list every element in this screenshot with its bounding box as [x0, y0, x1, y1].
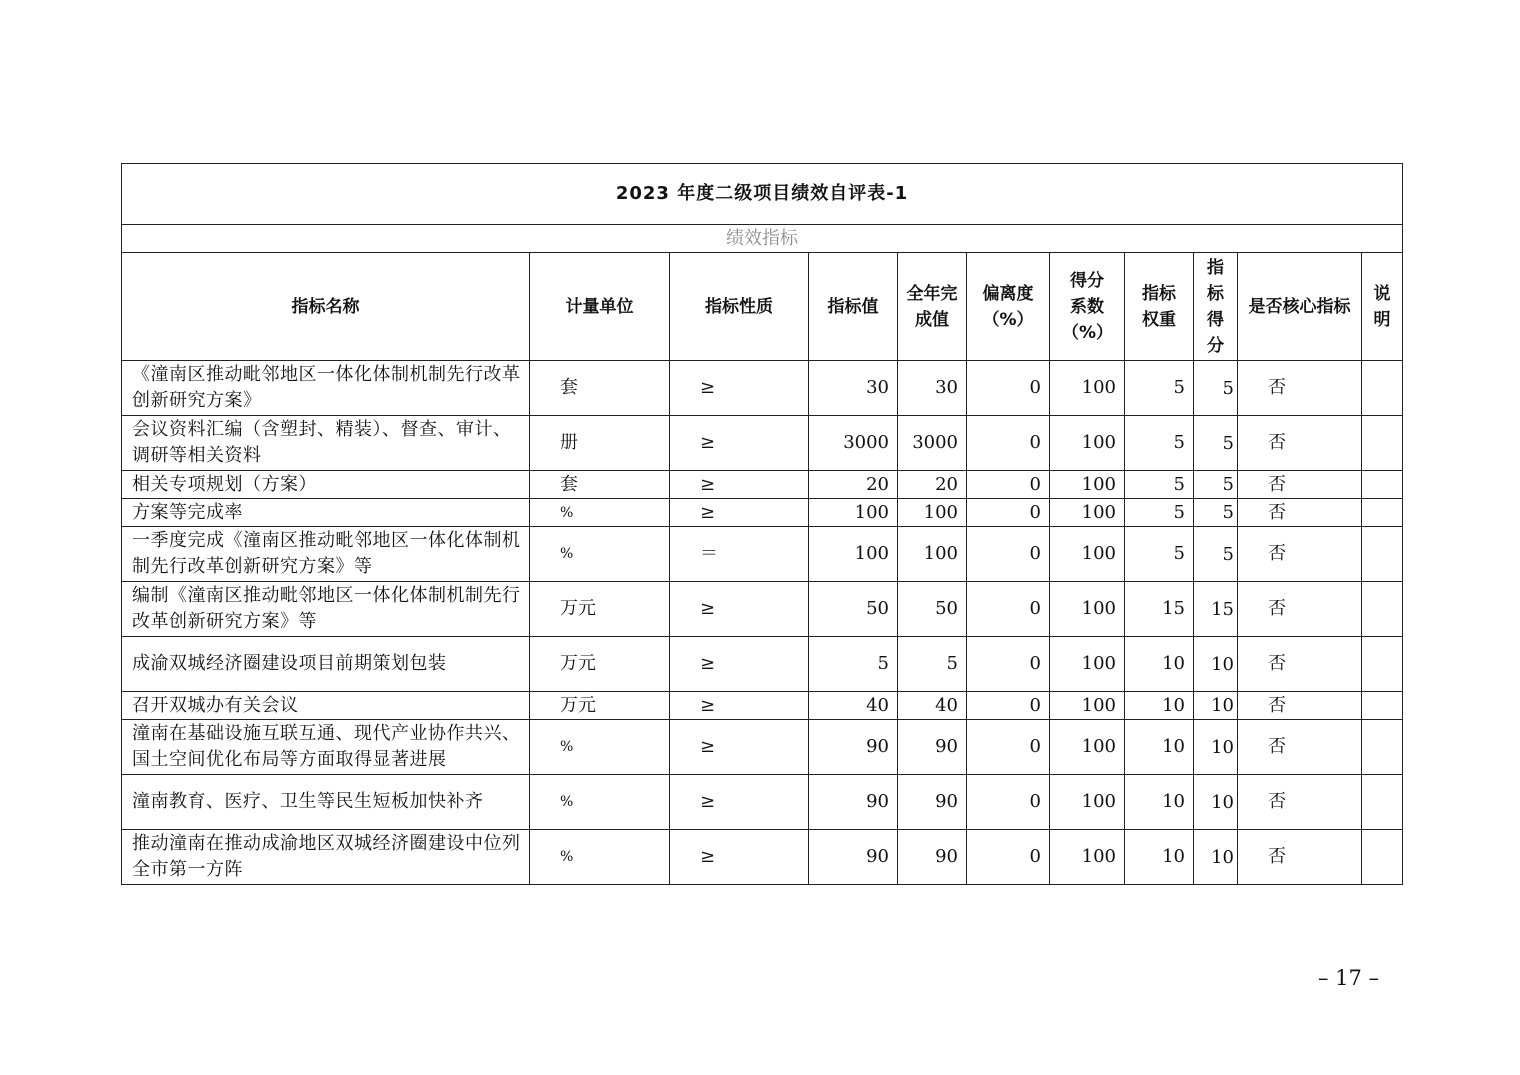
nature-cell: ≥	[670, 830, 809, 885]
header-coef: 得分系数（%）	[1050, 253, 1125, 361]
value-cell: 90	[809, 830, 898, 885]
indicator-name-cell: 方案等完成率	[122, 499, 530, 527]
score-cell: 5	[1194, 471, 1238, 499]
score-cell: 5	[1194, 527, 1238, 582]
core-cell: 否	[1238, 637, 1362, 692]
header-actual: 全年完成值	[898, 253, 967, 361]
value-cell: 30	[809, 361, 898, 416]
weight-cell: 10	[1125, 637, 1194, 692]
core-cell: 否	[1238, 527, 1362, 582]
header-deviation: 偏离度（%）	[967, 253, 1050, 361]
value-cell: 3000	[809, 416, 898, 471]
note-cell	[1362, 637, 1403, 692]
deviation-cell: 0	[967, 471, 1050, 499]
value-cell: 5	[809, 637, 898, 692]
performance-table	[121, 163, 1403, 885]
nature-cell: ≥	[670, 775, 809, 830]
header-score: 指标得分	[1194, 253, 1238, 361]
actual-cell: 90	[898, 775, 967, 830]
table-title: 2023 年度二级项目绩效自评表-1	[122, 164, 1403, 225]
deviation-cell: 0	[967, 582, 1050, 637]
unit-cell: %	[530, 720, 670, 775]
table-row	[122, 527, 1403, 582]
unit-cell: 套	[530, 361, 670, 416]
actual-cell: 50	[898, 582, 967, 637]
nature-cell: ＝	[670, 527, 809, 582]
weight-cell: 15	[1125, 582, 1194, 637]
value-cell: 90	[809, 775, 898, 830]
value-cell: 40	[809, 692, 898, 720]
deviation-cell: 0	[967, 499, 1050, 527]
unit-cell: 册	[530, 416, 670, 471]
table-row	[122, 830, 1403, 885]
table-row	[122, 361, 1403, 416]
indicator-name-cell: 推动潼南在推动成渝地区双城经济圈建设中位列全市第一方阵	[122, 830, 530, 885]
indicator-name-cell: 成渝双城经济圈建设项目前期策划包装	[122, 637, 530, 692]
table-row	[122, 499, 1403, 527]
nature-cell: ≥	[670, 582, 809, 637]
score-cell: 10	[1194, 830, 1238, 885]
nature-cell: ≥	[670, 692, 809, 720]
actual-cell: 3000	[898, 416, 967, 471]
unit-cell: 万元	[530, 637, 670, 692]
coef-cell: 100	[1050, 527, 1125, 582]
coef-cell: 100	[1050, 637, 1125, 692]
actual-cell: 5	[898, 637, 967, 692]
header-value: 指标值	[809, 253, 898, 361]
coef-cell: 100	[1050, 499, 1125, 527]
score-cell: 15	[1194, 582, 1238, 637]
coef-cell: 100	[1050, 361, 1125, 416]
deviation-cell: 0	[967, 692, 1050, 720]
indicator-name-cell: 《潼南区推动毗邻地区一体化体制机制先行改革创新研究方案》	[122, 361, 530, 416]
unit-cell: 万元	[530, 582, 670, 637]
indicator-name-cell: 相关专项规划（方案）	[122, 471, 530, 499]
note-cell	[1362, 830, 1403, 885]
score-cell: 10	[1194, 637, 1238, 692]
nature-cell: ≥	[670, 361, 809, 416]
actual-cell: 40	[898, 692, 967, 720]
note-cell	[1362, 720, 1403, 775]
indicator-name-cell: 一季度完成《潼南区推动毗邻地区一体化体制机制先行改革创新研究方案》等	[122, 527, 530, 582]
deviation-cell: 0	[967, 527, 1050, 582]
coef-cell: 100	[1050, 471, 1125, 499]
unit-cell: 万元	[530, 692, 670, 720]
actual-cell: 90	[898, 830, 967, 885]
coef-cell: 100	[1050, 830, 1125, 885]
weight-cell: 10	[1125, 692, 1194, 720]
unit-cell: %	[530, 830, 670, 885]
actual-cell: 30	[898, 361, 967, 416]
actual-cell: 20	[898, 471, 967, 499]
value-cell: 20	[809, 471, 898, 499]
indicator-name-cell: 召开双城办有关会议	[122, 692, 530, 720]
core-cell: 否	[1238, 692, 1362, 720]
note-cell	[1362, 527, 1403, 582]
actual-cell: 100	[898, 499, 967, 527]
weight-cell: 10	[1125, 830, 1194, 885]
nature-cell: ≥	[670, 720, 809, 775]
deviation-cell: 0	[967, 775, 1050, 830]
indicator-name-cell: 编制《潼南区推动毗邻地区一体化体制机制先行改革创新研究方案》等	[122, 582, 530, 637]
header-note: 说明	[1362, 253, 1403, 361]
unit-cell: %	[530, 527, 670, 582]
section-label: 绩效指标	[122, 225, 1403, 253]
header-core: 是否核心指标	[1238, 253, 1362, 361]
value-cell: 50	[809, 582, 898, 637]
weight-cell: 5	[1125, 416, 1194, 471]
weight-cell: 5	[1125, 527, 1194, 582]
deviation-cell: 0	[967, 830, 1050, 885]
weight-cell: 5	[1125, 471, 1194, 499]
table-row	[122, 637, 1403, 692]
note-cell	[1362, 582, 1403, 637]
coef-cell: 100	[1050, 775, 1125, 830]
score-cell: 10	[1194, 692, 1238, 720]
table-row	[122, 692, 1403, 720]
core-cell: 否	[1238, 361, 1362, 416]
deviation-cell: 0	[967, 416, 1050, 471]
note-cell	[1362, 471, 1403, 499]
score-cell: 10	[1194, 720, 1238, 775]
note-cell	[1362, 775, 1403, 830]
coef-cell: 100	[1050, 720, 1125, 775]
header-unit: 计量单位	[530, 253, 670, 361]
page-number: – 17 –	[1318, 966, 1380, 990]
header-name: 指标名称	[122, 253, 530, 361]
core-cell: 否	[1238, 775, 1362, 830]
score-cell: 10	[1194, 775, 1238, 830]
core-cell: 否	[1238, 720, 1362, 775]
deviation-cell: 0	[967, 720, 1050, 775]
indicator-name-cell: 潼南在基础设施互联互通、现代产业协作共兴、国土空间优化布局等方面取得显著进展	[122, 720, 530, 775]
note-cell	[1362, 692, 1403, 720]
core-cell: 否	[1238, 830, 1362, 885]
coef-cell: 100	[1050, 692, 1125, 720]
header-nature: 指标性质	[670, 253, 809, 361]
score-cell: 5	[1194, 416, 1238, 471]
score-cell: 5	[1194, 499, 1238, 527]
nature-cell: ≥	[670, 471, 809, 499]
table-row	[122, 775, 1403, 830]
note-cell	[1362, 416, 1403, 471]
value-cell: 100	[809, 499, 898, 527]
deviation-cell: 0	[967, 637, 1050, 692]
core-cell: 否	[1238, 471, 1362, 499]
value-cell: 90	[809, 720, 898, 775]
note-cell	[1362, 499, 1403, 527]
table-row	[122, 416, 1403, 471]
header-row	[122, 253, 1403, 361]
score-cell: 5	[1194, 361, 1238, 416]
unit-cell: %	[530, 499, 670, 527]
value-cell: 100	[809, 527, 898, 582]
nature-cell: ≥	[670, 416, 809, 471]
nature-cell: ≥	[670, 499, 809, 527]
actual-cell: 100	[898, 527, 967, 582]
table-row	[122, 471, 1403, 499]
table-row	[122, 582, 1403, 637]
weight-cell: 5	[1125, 499, 1194, 527]
weight-cell: 5	[1125, 361, 1194, 416]
indicator-name-cell: 会议资料汇编（含塑封、精装）、督查、审计、调研等相关资料	[122, 416, 530, 471]
nature-cell: ≥	[670, 637, 809, 692]
weight-cell: 10	[1125, 720, 1194, 775]
coef-cell: 100	[1050, 416, 1125, 471]
note-cell	[1362, 361, 1403, 416]
core-cell: 否	[1238, 416, 1362, 471]
weight-cell: 10	[1125, 775, 1194, 830]
table-row	[122, 720, 1403, 775]
unit-cell: %	[530, 775, 670, 830]
unit-cell: 套	[530, 471, 670, 499]
coef-cell: 100	[1050, 582, 1125, 637]
core-cell: 否	[1238, 582, 1362, 637]
core-cell: 否	[1238, 499, 1362, 527]
deviation-cell: 0	[967, 361, 1050, 416]
actual-cell: 90	[898, 720, 967, 775]
header-weight: 指标权重	[1125, 253, 1194, 361]
indicator-name-cell: 潼南教育、医疗、卫生等民生短板加快补齐	[122, 775, 530, 830]
